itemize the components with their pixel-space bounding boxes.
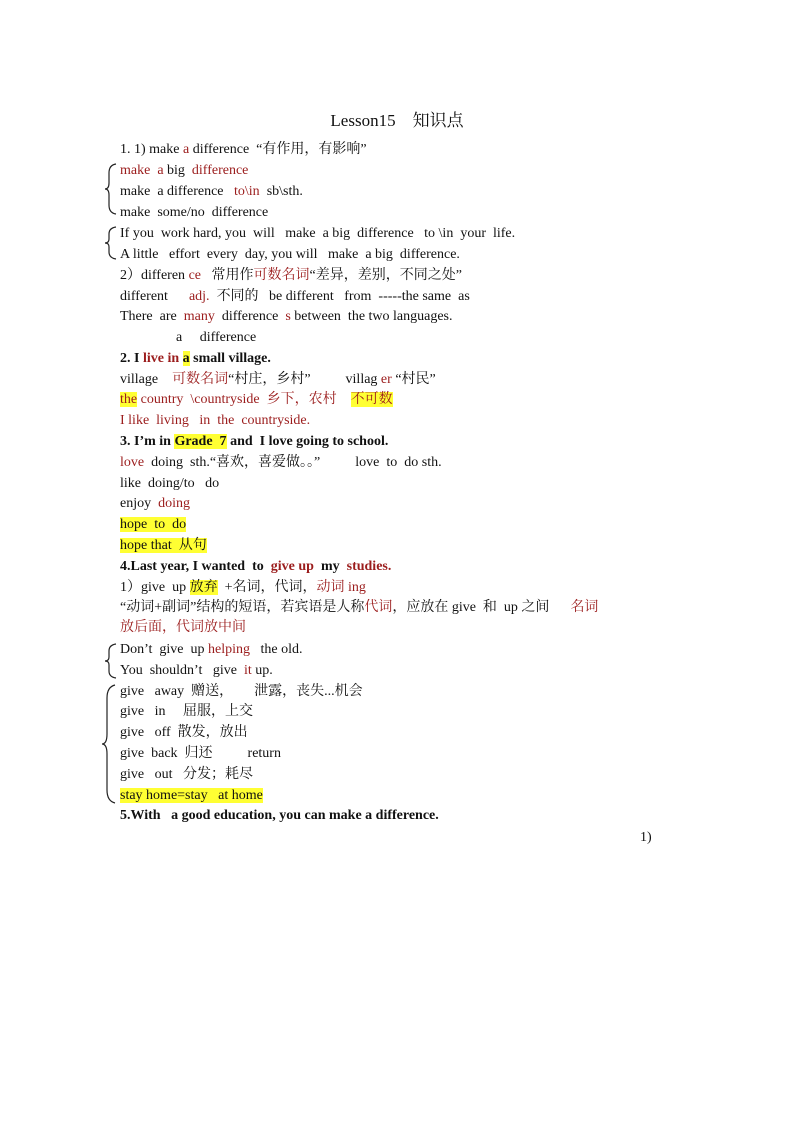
note-text: s — [285, 309, 291, 324]
note-line — [120, 182, 303, 202]
note-line — [120, 411, 310, 431]
note-text: hope that 从句 — [120, 538, 207, 553]
note-text: make some/no difference — [120, 205, 269, 220]
note-line — [120, 618, 246, 638]
note-text: small village. — [189, 351, 271, 366]
note-text: 不同的 be different from -----the same as — [209, 289, 470, 304]
brace-give-up-examples — [104, 643, 118, 679]
note-text: 名词 — [570, 600, 599, 615]
note-text: stay home=stay at home — [120, 788, 263, 803]
note-text: ，应放在 give 和 up 之间 — [392, 600, 571, 615]
note-text: give up — [270, 559, 314, 574]
note-text: give back 归还 return — [120, 746, 281, 761]
note-line — [120, 786, 263, 806]
note-line — [120, 390, 393, 410]
note-line — [120, 266, 462, 286]
note-text: hope to do — [120, 517, 187, 532]
note-text: Grade 7 — [174, 434, 227, 449]
note-text: 代词 — [364, 600, 393, 615]
note-text: give out 分发；耗尽 — [120, 767, 253, 782]
note-text: up. — [251, 663, 273, 678]
note-text: er — [380, 372, 392, 387]
note-text: 可数名词 — [172, 372, 229, 387]
note-text: the — [120, 392, 138, 407]
footer-note: 1) — [640, 830, 652, 845]
note-text: 不可数 — [350, 392, 393, 407]
note-line — [120, 744, 281, 764]
note-line — [120, 536, 207, 556]
note-text: “村民” — [391, 372, 436, 387]
note-line — [120, 598, 598, 618]
note-text: difference — [214, 309, 286, 324]
note-text: +名词，代词， — [217, 580, 317, 595]
note-line — [120, 328, 256, 348]
note-text — [337, 392, 351, 407]
note-line — [120, 765, 253, 785]
note-text: country \countryside — [137, 392, 267, 407]
note-text: 放后面，代词放中间 — [120, 620, 246, 635]
note-line — [120, 224, 515, 244]
note-text: doing sth.“喜欢，喜爱做。。” love to do sth. — [144, 455, 442, 470]
note-text: If you work hard, you will make a big difference to \in your life. — [120, 226, 516, 241]
note-text: I like living in the countryside. — [120, 413, 311, 428]
note-text: the old. — [250, 642, 303, 657]
note-text: 5.With a good education, you can make a difference. — [120, 808, 439, 823]
note-text: A little effort every day, you will make a big difference. — [120, 247, 460, 262]
note-text: There are — [120, 309, 184, 324]
note-text: studies. — [346, 559, 392, 574]
note-text: adj. — [188, 289, 210, 304]
note-line — [120, 432, 388, 452]
note-text: ce — [188, 268, 201, 283]
note-text: 1）give up — [120, 580, 190, 595]
note-text: 可数名词 — [253, 268, 310, 283]
note-line — [120, 453, 442, 473]
note-text: 乡下，农村 — [266, 392, 337, 407]
note-line — [120, 682, 363, 702]
note-line — [120, 557, 391, 577]
note-text: a — [182, 142, 190, 157]
note-line — [120, 661, 273, 681]
note-text: You shouldn’t give — [120, 663, 244, 678]
brace-examples — [104, 226, 118, 260]
note-text: give in 屈服，上交 — [120, 704, 253, 719]
note-line — [120, 287, 470, 307]
note-text: my — [313, 559, 347, 574]
note-text: 3. I’m in — [120, 434, 175, 449]
brace-make-difference — [104, 163, 118, 215]
note-text: between the two languages. — [290, 309, 453, 324]
note-text: village — [120, 372, 173, 387]
note-text: big — [163, 163, 192, 178]
note-text: Don’t give up — [120, 642, 209, 657]
note-text: it — [243, 663, 252, 678]
note-line — [120, 245, 460, 265]
note-line — [120, 515, 186, 535]
note-text: 动词 ing — [316, 580, 366, 595]
note-text: difference “有作用，有影响” — [189, 142, 367, 157]
note-text: live in — [142, 351, 180, 366]
note-text: a — [182, 351, 190, 366]
note-line — [120, 806, 439, 826]
note-line — [120, 578, 366, 598]
note-text: “动词+副词”结构的短语，若宾语是人称 — [120, 600, 365, 615]
note-line — [120, 203, 268, 223]
note-line — [120, 370, 436, 390]
note-text: and I love going to school. — [226, 434, 389, 449]
note-text: many — [183, 309, 215, 324]
note-text: 常用作 — [201, 268, 254, 283]
note-text: make a difference — [120, 184, 235, 199]
note-line — [120, 723, 248, 743]
note-text: “差异，差别，不同之处” — [309, 268, 462, 283]
note-text: sb\sth. — [259, 184, 303, 199]
note-line — [120, 349, 271, 369]
note-text: make a — [120, 163, 164, 178]
brace-give-phrases — [101, 684, 117, 804]
note-text: 2. I — [120, 351, 143, 366]
note-text: enjoy — [120, 496, 159, 511]
note-text: difference — [191, 163, 249, 178]
note-text: a difference — [120, 330, 257, 345]
note-line — [120, 702, 253, 722]
note-text: to\in — [234, 184, 260, 199]
note-text: give away 赠送， 泄露，丧失...机会 — [120, 684, 363, 699]
note-text: different — [120, 289, 189, 304]
note-text: doing — [158, 496, 190, 511]
page-title: Lesson15 知识点 — [330, 111, 464, 130]
note-text: like doing/to do — [120, 476, 220, 491]
note-text: “村庄，乡村” villag — [228, 372, 381, 387]
note-line — [120, 307, 453, 327]
note-text: 2）differen — [120, 268, 189, 283]
note-text: 4.Last year, I wanted to — [120, 559, 271, 574]
note-line — [120, 161, 248, 181]
note-line — [120, 474, 219, 494]
note-line — [120, 140, 367, 160]
note-text: love — [120, 455, 145, 470]
note-line — [120, 494, 190, 514]
note-text: 1. 1) make — [120, 142, 183, 157]
note-text: helping — [208, 642, 251, 657]
note-text: give off 散发，放出 — [120, 725, 248, 740]
note-text: 放弃 — [189, 580, 218, 595]
note-line — [120, 640, 303, 660]
